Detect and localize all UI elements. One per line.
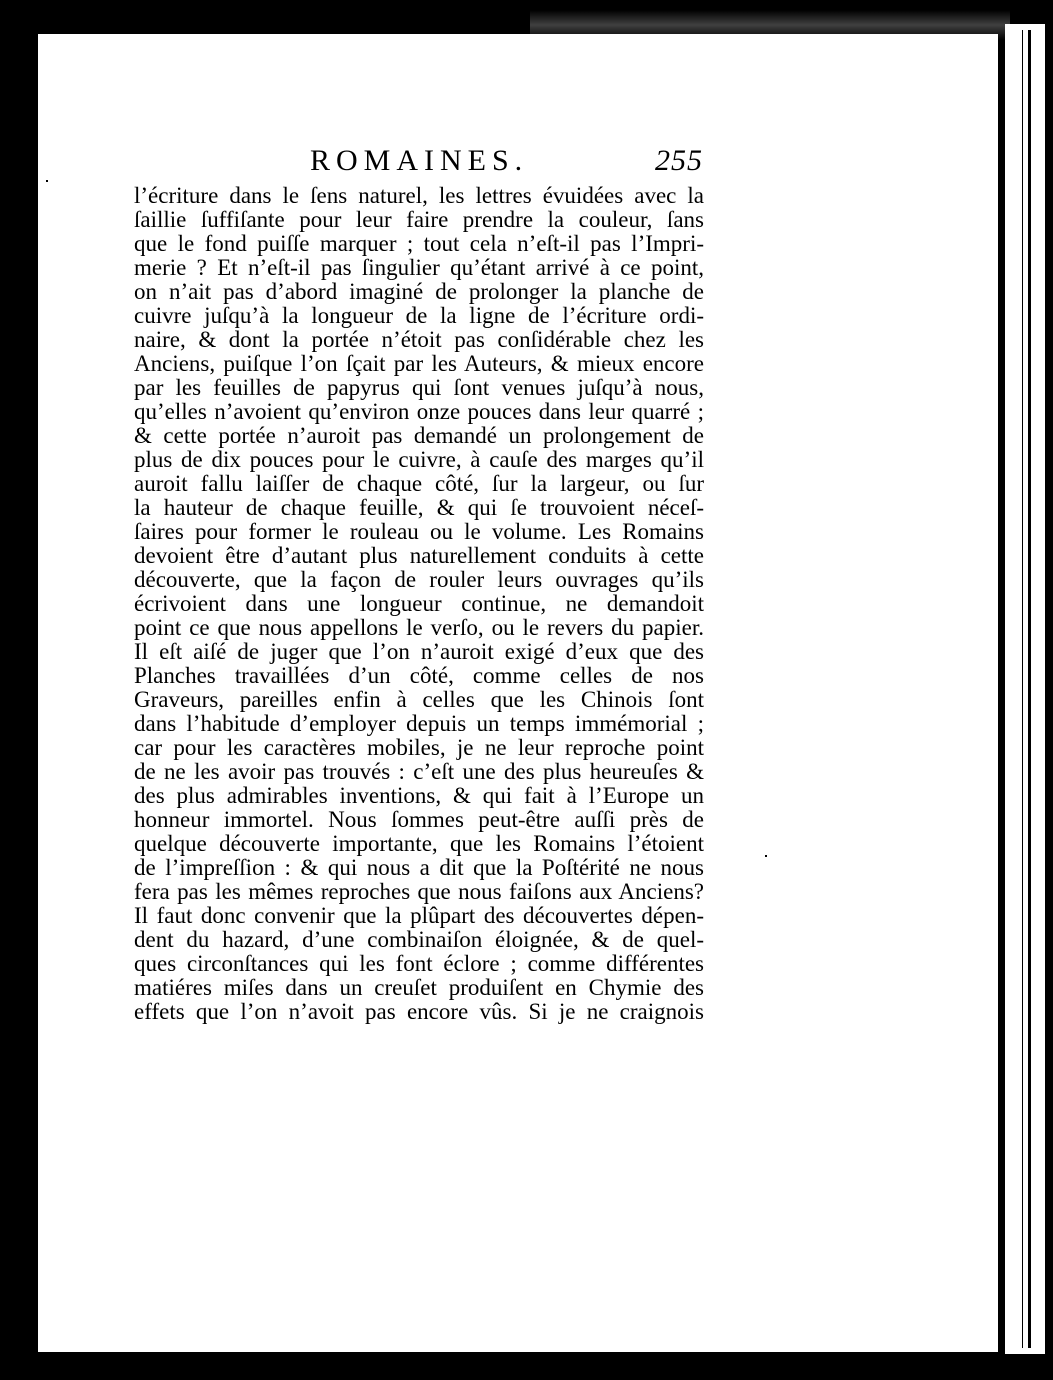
text-line: dent du hazard, d’une combinaiſon éloignée, & de quel- bbox=[134, 927, 704, 952]
scan-speck bbox=[46, 180, 48, 182]
text-line: ſaillie ſuffiſante pour leur faire prendre la couleur, ſans bbox=[134, 207, 704, 232]
text-line: naire, & dont la portée n’étoit pas conſidérable chez les bbox=[134, 327, 704, 352]
text-line: Anciens, puiſque l’on ſçait par les Auteurs, & mieux encore bbox=[134, 351, 704, 376]
text-line: effets que l’on n’avoit pas encore vûs. Si je ne craignois bbox=[134, 999, 704, 1024]
text-line: par les feuilles de papyrus qui ſont venues juſqu’à nous, bbox=[134, 375, 704, 400]
text-line: qu’elles n’avoient qu’environ onze pouces dans leur quarré ; bbox=[134, 399, 704, 424]
text-line: car pour les caractères mobiles, je ne leur reproche point bbox=[134, 735, 704, 760]
text-line: de l’impreſſion : & qui nous a dit que la Poſtérité ne nous bbox=[134, 855, 704, 880]
text-line: & cette portée n’auroit pas demandé un prolongement de bbox=[134, 423, 704, 448]
text-line: découverte, que la façon de rouler leurs ouvrages qu’ils bbox=[134, 567, 704, 592]
page-number: 255 bbox=[655, 144, 703, 177]
page-edge-strip bbox=[1005, 24, 1045, 1354]
running-header: ROMAINES. bbox=[310, 144, 529, 177]
page-edge-line bbox=[1022, 30, 1023, 1348]
text-line: ſaires pour former le rouleau ou le volume. Les Romains bbox=[134, 519, 704, 544]
text-line: devoient être d’autant plus naturellement conduits à cette bbox=[134, 543, 704, 568]
text-line: l’écriture dans le ſens naturel, les lettres évuidées avec la bbox=[134, 183, 704, 208]
text-line: matiéres miſes dans un creuſet produiſent en Chymie des bbox=[134, 975, 704, 1000]
text-line: Graveurs, pareilles enfin à celles que les Chinois ſont bbox=[134, 687, 704, 712]
text-line: Il faut donc convenir que la plûpart des découvertes dépen- bbox=[134, 903, 704, 928]
text-line: Il eſt aiſé de juger que l’on n’auroit exigé d’eux que des bbox=[134, 639, 704, 664]
text-line: Planches travaillées d’un côté, comme celles de nos bbox=[134, 663, 704, 688]
text-line: de ne les avoir pas trouvés : c’eſt une des plus heureuſes & bbox=[134, 759, 704, 784]
body-text bbox=[134, 184, 704, 1024]
text-line: cuivre juſqu’à la longueur de la ligne de l’écriture ordi- bbox=[134, 303, 704, 328]
text-line: on n’ait pas d’abord imaginé de prolonger la planche de bbox=[134, 279, 704, 304]
text-line: que le fond puiſſe marquer ; tout cela n’eſt-il pas l’Impri- bbox=[134, 231, 704, 256]
text-line: point ce que nous appellons le verſo, ou le revers du papier. bbox=[134, 615, 704, 640]
page-edge-line bbox=[1028, 30, 1031, 1348]
text-line: des plus admirables inventions, & qui fait à l’Europe un bbox=[134, 783, 704, 808]
text-line: écrivoient dans une longueur continue, ne demandoit bbox=[134, 591, 704, 616]
text-line: la hauteur de chaque feuille, & qui ſe trouvoient néceſ- bbox=[134, 495, 704, 520]
text-line: auroit fallu laiſſer de chaque côté, ſur la largeur, ou ſur bbox=[134, 471, 704, 496]
text-line: ques circonſtances qui les font éclore ; comme différentes bbox=[134, 951, 704, 976]
text-line: merie ? Et n’eſt-il pas ſingulier qu’étant arrivé à ce point, bbox=[134, 255, 704, 280]
scan-speck bbox=[765, 855, 767, 857]
text-line: honneur immortel. Nous ſommes peut-être auſſi près de bbox=[134, 807, 704, 832]
text-line: fera pas les mêmes reproches que nous faiſons aux Anciens? bbox=[134, 879, 704, 904]
text-line: quelque découverte importante, que les Romains l’étoient bbox=[134, 831, 704, 856]
text-line: dans l’habitude d’employer depuis un temps immémorial ; bbox=[134, 711, 704, 736]
text-line: plus de dix pouces pour le cuivre, à cauſe des marges qu’il bbox=[134, 447, 704, 472]
